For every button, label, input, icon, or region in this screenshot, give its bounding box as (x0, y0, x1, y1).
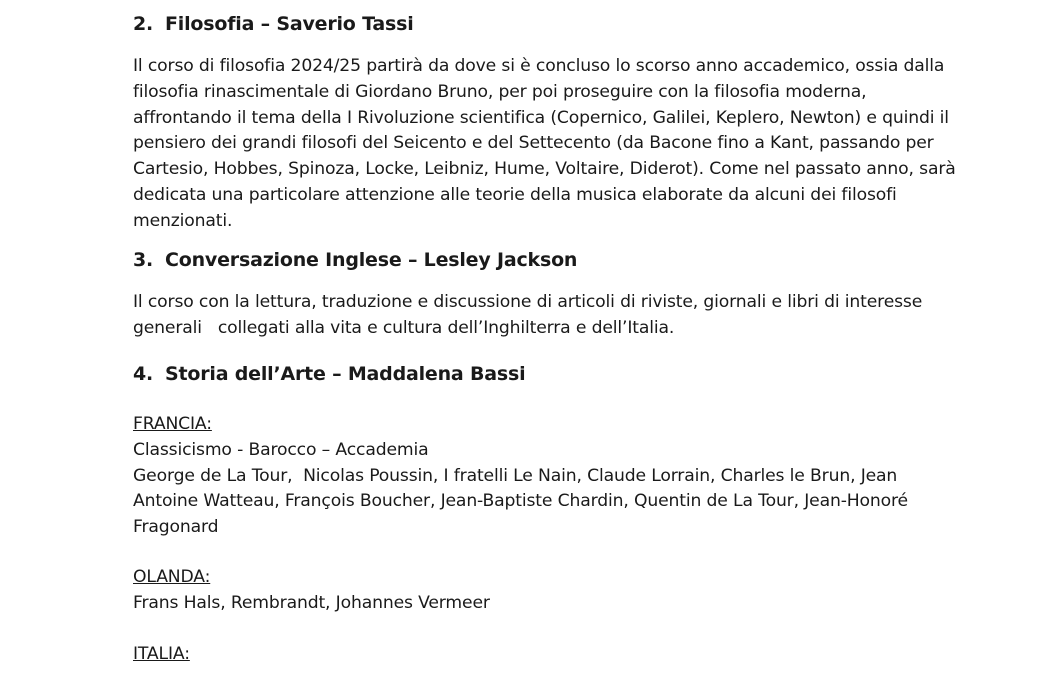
text-line: pensiero dei grandi filosofi del Seicento e del Settecento (da Bacone fino a Kant, passando per (133, 133, 934, 154)
section-number: 2. (133, 13, 154, 35)
paragraph-conversazione-inglese (133, 290, 963, 342)
paragraph-filosofia (133, 54, 963, 235)
art-block-olanda (133, 565, 963, 617)
country-label-francia: FRANCIA: (133, 414, 212, 434)
art-block-italia (133, 642, 963, 668)
text-line: Cartesio, Hobbes, Spinoza, Locke, Leibniz, Hume, Voltaire, Diderot). Come nel passato anno, sarà (133, 159, 956, 180)
text-line: filosofia rinascimentale di Giordano Bruno, per poi proseguire con la filosofia moderna, (133, 81, 867, 102)
text-line: Fragonard (133, 517, 219, 538)
text-line: generali collegati alla vita e cultura dell’Inghilterra e dell’Italia. (133, 317, 675, 338)
text-line: Il corso con la lettura, traduzione e discussione di articoli di riviste, giornali e libri di interesse (133, 292, 923, 312)
section-title: Conversazione Inglese – Lesley Jackson (165, 249, 578, 271)
section-title: Storia dell’Arte – Maddalena Bassi (165, 363, 526, 385)
text-line: dedicata una particolare attenzione alle teorie della musica elaborate da alcuni dei filosofi (133, 184, 897, 205)
section-title: Filosofia – Saverio Tassi (165, 13, 414, 35)
section-number: 4. (133, 363, 154, 385)
text-line: George de La Tour, Nicolas Poussin, I fratelli Le Nain, Claude Lorrain, Charles le Brun, Jean (133, 465, 898, 486)
country-label-italia: ITALIA: (133, 644, 190, 664)
text-line: affrontando il tema della I Rivoluzione scientifica (Copernico, Galilei, Keplero, Newton) e quindi il (133, 107, 949, 128)
text-line: Frans Hals, Rembrandt, Johannes Vermeer (133, 592, 490, 613)
section-heading-storia-arte (133, 363, 525, 385)
text-line: Antoine Watteau, François Boucher, Jean-Baptiste Chardin, Quentin de La Tour, Jean-Honoré (133, 491, 908, 512)
section-heading-conversazione-inglese (133, 249, 577, 271)
text-line: menzionati. (133, 210, 233, 231)
art-block-francia (133, 412, 963, 541)
country-label-olanda: OLANDA: (133, 567, 211, 587)
section-number: 3. (133, 249, 154, 271)
text-line: Classicismo - Barocco – Accademia (133, 439, 429, 460)
text-line: Il corso di filosofia 2024/25 partirà da dove si è concluso lo scorso anno accademico, ossia dalla (133, 56, 945, 76)
section-heading-filosofia (133, 13, 414, 35)
